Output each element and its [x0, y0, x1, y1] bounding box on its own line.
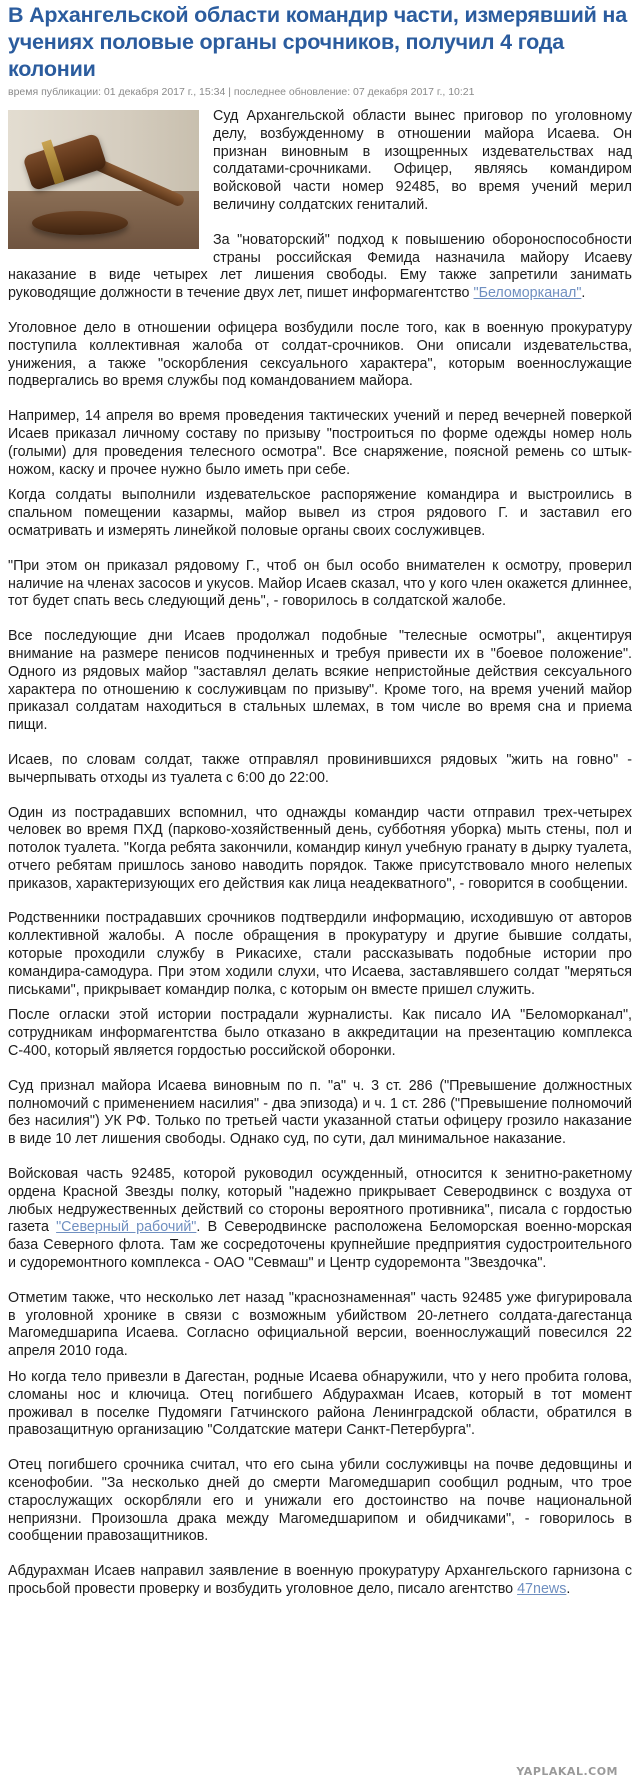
paragraph: После огласки этой истории пострадали журналисты. Как писало ИА "Беломорканал", сотрудникам информагентства было отказано в аккредитации на презентацию комплекса С-400, который является гордостью российской оборонки.: [8, 1007, 632, 1060]
paragraph: Например, 14 апреля во время проведения тактических учений и перед вечерней поверкой Исаев приказал личному составу по призыву "построиться по форме одежды номер ноль (голыми) для проведения телесного осмотра". Все снаряжение, поясной ремень со штык-ножом, каску и прочее нужно было иметь при себе.: [8, 408, 632, 478]
article-title: В Архангельской области командир части, измерявший на учениях половые органы срочников, получил 4 года колонии: [8, 3, 627, 81]
belomorkanal-link[interactable]: "Беломорканал": [473, 285, 582, 302]
paragraph: За "новаторский" подход к повышению обороноспособности страны российская Фемида назначила майору Исаеву наказание в виде четырех лет лишения свободы. Ему также запретили занимать руководящие должности в течение двух лет, пишет информагентство "Беломорканал".: [8, 231, 632, 302]
paragraph: Уголовное дело в отношении офицера возбудили после того, как в военную прокуратуру поступила коллективная жалоба от солдат-срочников. Они описали издевательства, унижения, а также "оскорбления сексуального характера", которым военнослужащие подвергались во время службы под командованием майора.: [8, 319, 632, 390]
paragraph: Один из пострадавших вспомнил, что однажды командир части отправил трех-четырех человек во время ПХД (парково-хозяйственный день, субботняя уборка) мыть стены, пол и потолок туалета. "Когда ребята закончили, командир кинул учебную гранату в дырку туалета, отчего ребятам пришлось заново наводить порядок. Также присутствовало много нелепых приказов, характеризующих его действия как лица неадекватного", - говорится в сообщении.: [8, 804, 632, 892]
47news-link[interactable]: 47news: [517, 1580, 567, 1597]
paragraph: Суд Архангельской области вынес приговор по уголовному делу, возбужденному в отношении майора Исаева. Он признан виновным в изощренных издевательствах над солдатами-срочниками. Офицер, являясь командиром войсковой части номер 92485, во время учений мерил величину солдатских гениталий.: [213, 108, 632, 213]
article: [8, 0, 632, 1616]
lead-section: [8, 108, 632, 320]
paragraph: Суд признал майора Исаева виновным по п. "а" ч. 3 ст. 286 ("Превышение должностных полномочий с применением насилия" - два эпизода) и ч. 1 ст. 286 ("Превышение полномочий без насилия") УК РФ. Только по третьей части указанной статьи офицеру грозило наказание в виде 10 лет лишения свободы. Однако суд, по сути, дал минимальное наказание.: [8, 1077, 632, 1148]
gavel-photo: [8, 110, 199, 249]
sound-block: [32, 211, 128, 235]
paragraph: "При этом он приказал рядовому Г., чтоб он был особо внимателен к осмотру, проверил наличие на членах засосов и укусов. Майор Исаев сказал, что у кого член окажется длиннее, тот будет спать весь следующий день", - говорилось в солдатской жалобе.: [8, 557, 632, 610]
site-watermark: YAPLAKAL.COM: [516, 1765, 618, 1778]
paragraph: Родственники пострадавших срочников подтвердили информацию, исходившую от авторов коллективной жалобы. А после обращения в прокуратуру и другие бывшие солдаты, которые проходили службу в Рикасихе, стали рассказывать подобные истории про командира-самодура. При этом ходили слухи, что Исаева, заставлявшего солдат "меряться письками", прикрывает командир полка, с которым он вместе пришел служить.: [8, 910, 632, 998]
paragraph: Когда солдаты выполнили издевательское распоряжение командира и выстроились в спальном помещении казармы, майор вывел из строя рядового Г. и заставил его осматривать и измерять линейкой половые органы своих сослуживцев.: [8, 487, 632, 539]
paragraph: Все последующие дни Исаев продолжал подобные "телесные осмотры", акцентируя внимание на размере пенисов подчиненных и требуя привести их в "боевое положение". Одного из рядовых майор "заставлял делать всякие непристойные действия сексуального характера по отношению к сослуживцам по призыву". Кроме того, на время учений майор приказал солдатам находиться в стальных шлемах, в том числе во время сна и приема пищи.: [8, 628, 632, 734]
paragraph: Исаев, по словам солдат, также отправлял провинившихся рядовых "жить на говно" - вычерпывать отходы из туалета с 6:00 до 22:00.: [8, 751, 632, 786]
paragraph: Отец погибшего срочника считал, что его сына убили сослуживцы на почве дедовщины и ксенофобии. "За несколько дней до смерти Магомедшарип сообщил родным, что трое старослужащих оскорбляли его и унижали его достоинство на почве национальной неприязни. Произошла драка между Магомедшарипом и обидчиками", - говорилось в сообщении правозащитников.: [8, 1457, 632, 1545]
publication-meta: время публикации: 01 декабря 2017 г., 15:34 | последнее обновление: 07 декабря 2017 г., 10:21: [8, 86, 475, 98]
paragraph: Отметим также, что несколько лет назад "краснознаменная" часть 92485 уже фигурировала в уголовной хронике в связи с возможным убийством 20-летнего солдата-дагестанца Магомедшарипа Исаева. Согласно официальной версии, военнослужащий повесился 22 апреля 2010 года.: [8, 1289, 632, 1360]
severny-rabochy-link[interactable]: "Северный рабочий": [56, 1219, 197, 1236]
paragraph: Но когда тело привезли в Дагестан, родные Исаева обнаружили, что у него пробита голова, сломаны нос и ключица. Отец погибшего Абдурахман Исаев, который в тот момент проживал в поселке Пудомяги Гатчинского района Ленинградской области, обратился в правозащитную организацию "Солдатские матери Санкт-Петербурга".: [8, 1369, 632, 1439]
paragraph: Абдурахман Исаев направил заявление в военную прокуратуру Архангельского гарнизона с просьбой провести проверку и возбудить уголовное дело, писало агентство 47news.: [8, 1563, 632, 1597]
paragraph: Войсковая часть 92485, которой руководил осужденный, относится к зенитно-ракетному ордена Красной Звезды полку, который "надежно прикрывает Северодвинск с воздуха от любых недружественных действий со стороны вероятного противника", писала с гордостью газета "Северный рабочий". В Северодвинске расположена Беломорская военно-морская база Северного флота. Там же сосредоточены крупнейшие предприятия судостроительного и судоремонтного комплекса - ОАО "Севмаш" и Центр судоремонта "Звездочка".: [8, 1166, 633, 1272]
